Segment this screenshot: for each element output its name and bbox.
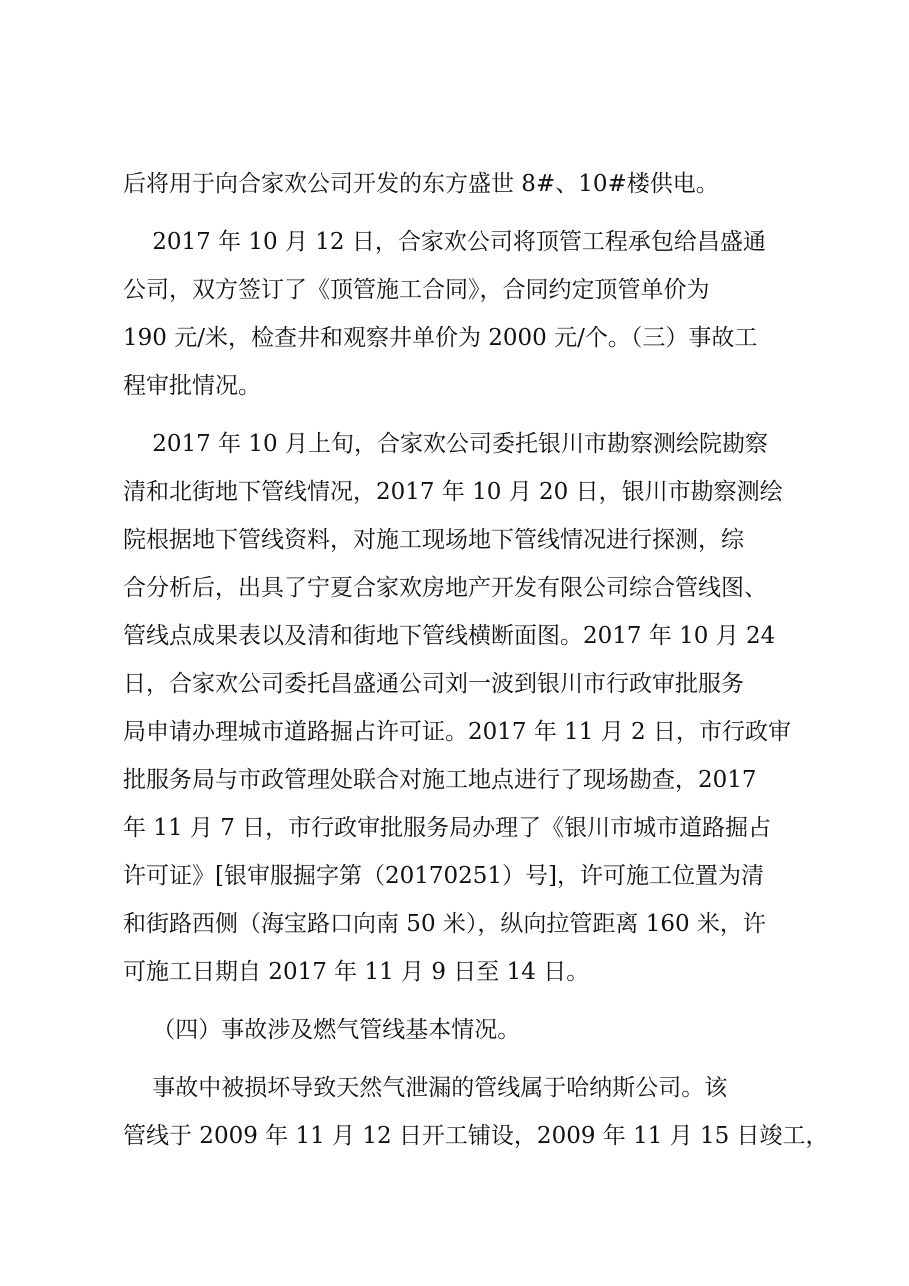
text-line: 合分析后，出具了宁夏合家欢房地产开发有限公司综合管线图、 [123, 575, 767, 601]
text-line: 管线于 2009 年 11 月 12 日开工铺设，2009 年 11 月 15 日竣工， [123, 1123, 829, 1149]
text-line: 局申请办理城市道路掘占许可证。2017 年 11 月 2 日，市行政审 [123, 719, 791, 745]
text-line: 清和北街地下管线情况，2017 年 10 月 20 日，银川市勘察测绘 [123, 479, 783, 505]
text-line: （四）事故涉及燃气管线基本情况。 [123, 1017, 521, 1043]
paragraph [123, 1064, 829, 1160]
text-line: 管线点成果表以及清和街地下管线横断面图。2017 年 10 月 24 [123, 623, 776, 649]
text-line: 190 元/米，检查井和观察井单价为 2000 元/个。（三）事故工 [123, 325, 758, 351]
text-line: 和街路西侧（海宝路口向南 50 米），纵向拉管距离 160 米，许 [123, 911, 766, 937]
text-line: 院根据地下管线资料，对施工现场地下管线情况进行探测，综 [123, 527, 744, 553]
text-line: 可施工日期自 2017 年 11 月 9 日至 14 日。 [123, 959, 590, 985]
paragraph [123, 420, 803, 996]
text-line: 后将用于向合家欢公司开发的东方盛世 8#、10#楼供电。 [123, 171, 719, 197]
text-line: 批服务局与市政管理处联合对施工地点进行了现场勘查，2017 [123, 767, 757, 793]
text-line: 2017 年 10 月 12 日，合家欢公司将顶管工程承包给昌盛通 [123, 229, 766, 255]
paragraph [123, 1006, 803, 1054]
text-line: 公司，双方签订了《顶管施工合同》，合同约定顶管单价为 [123, 277, 710, 303]
text-line: 年 11 月 7 日，市行政审批服务局办理了《银川市城市道路掘占 [123, 815, 772, 841]
document-body [123, 160, 829, 1160]
text-line: 事故中被损坏导致天然气泄漏的管线属于哈纳斯公司。该 [123, 1075, 728, 1101]
text-line: 日，合家欢公司委托昌盛通公司刘一波到银川市行政审批服务 [123, 671, 744, 697]
text-line: 许可证》[银审服掘字第（20170251）号]，许可施工位置为清 [123, 863, 765, 889]
text-line: 2017 年 10 月上旬，合家欢公司委托银川市勘察测绘院勘察 [123, 431, 768, 457]
paragraph [123, 160, 803, 208]
paragraph [123, 218, 803, 410]
text-line: 程审批情况。 [123, 373, 261, 399]
